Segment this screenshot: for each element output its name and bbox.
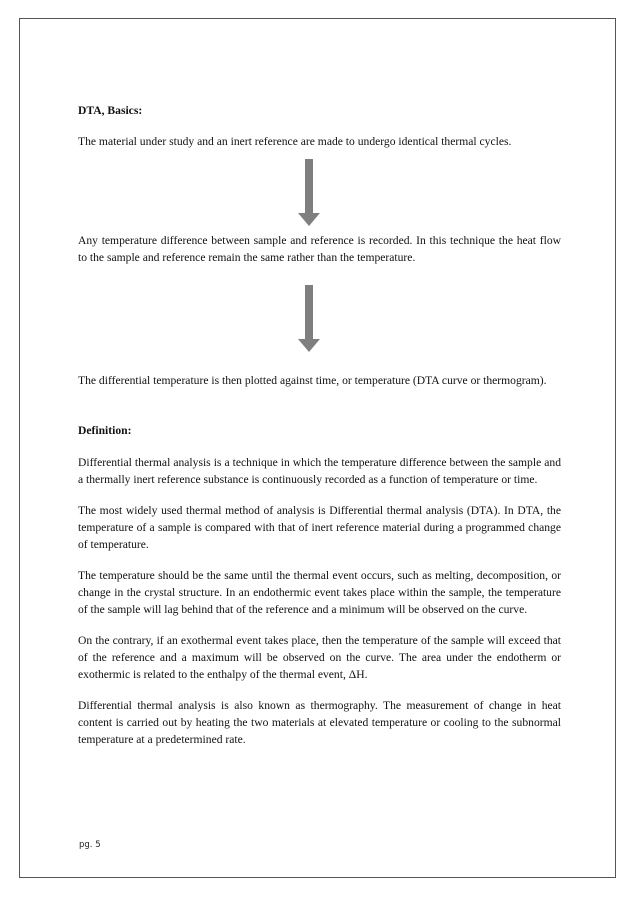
basics-step-3: The differential temperature is then plotted against time, or temperature (DTA curve or thermogram). xyxy=(78,374,547,387)
definition-paragraph-2: The most widely used thermal method of analysis is Differential thermal analysis (DTA). In DTA, the temperature of a sample is compared with that of inert reference material during a programmed change of temperature. xyxy=(78,504,561,551)
definition-paragraph-1: Differential thermal analysis is a technique in which the temperature difference between the sample and a thermally inert reference substance is continuously recorded as a function of temperature or time. xyxy=(78,456,561,486)
page-number: pg. 5 xyxy=(79,840,101,850)
down-arrow-icon xyxy=(298,159,320,227)
definition-paragraph-5: Differential thermal analysis is also known as thermography. The measurement of change in heat content is carried out by heating the two materials at elevated temperature or cooling to the subnormal temperature at a predetermined rate. xyxy=(78,699,561,746)
definition-paragraph-4: On the contrary, if an exothermal event takes place, then the temperature of the sample will exceed that of the reference and a maximum will be observed on the curve. The area under the endotherm or exothermic is related to the enthalpy of the thermal event, ΔH. xyxy=(78,634,561,681)
flow-arrow-2 xyxy=(78,285,561,355)
definition-paragraph-3: The temperature should be the same until the thermal event occurs, such as melting, decomposition, or change in the crystal structure. In an endothermic event takes place within the sample, the temperature of the sample will lag behind that of the reference and a minimum will be observed on the curve. xyxy=(78,569,561,616)
definition-heading: Definition: xyxy=(78,424,132,437)
basics-step-1: The material under study and an inert reference are made to undergo identical thermal cycles. xyxy=(78,135,512,148)
page-content xyxy=(78,102,561,748)
basics-step-2: Any temperature difference between sample and reference is recorded. In this technique the heat flow to the sample and reference remain the same rather than the temperature. xyxy=(78,234,561,264)
flow-arrow-1 xyxy=(78,159,561,229)
down-arrow-icon xyxy=(298,285,320,353)
basics-heading: DTA, Basics: xyxy=(78,104,143,117)
